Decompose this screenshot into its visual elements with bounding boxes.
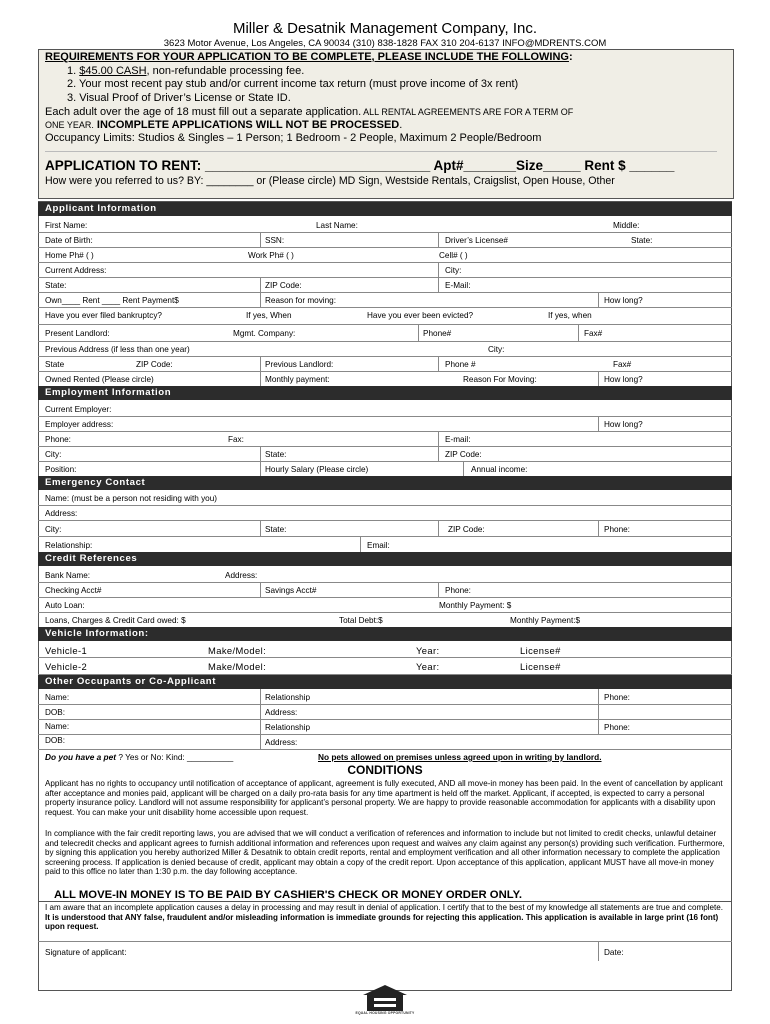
section-applicant: Applicant Information [38, 202, 732, 216]
emergency-address-row[interactable] [38, 505, 732, 521]
mgmt-company-label: Mgmt. Company: [233, 329, 296, 338]
vehicle-2-row[interactable] [38, 657, 732, 675]
previous-city-label: City: [488, 345, 505, 354]
own-rent-label: Own____ Rent ____ Rent Payment$ [45, 296, 179, 305]
emergency-city-label: City: [45, 525, 62, 534]
position-label: Position: [45, 465, 77, 474]
bank-row[interactable] [38, 567, 732, 583]
occupant-1-phone-label: Phone: [604, 693, 630, 702]
applicant-phone-row[interactable] [38, 247, 732, 263]
previous-address-row[interactable] [38, 341, 732, 357]
conditions-paragraph-3: I am aware that an incomplete application causes a delay in processing and may result in denial of application. I certify that to the best of my knowledge all statements are true and complete. It is understood that ANY false, fraudulent and/or misleading information is immediate grounds for rejecting this application. This application is available in large print (16 font) upon request. [45, 903, 724, 932]
conditions-paragraph-2: In compliance with the fair credit reporting laws, you are advised that we will conduct a verification of references and information to include but not limited to credit checks, unlawful detainer and telecredit checks and applicant agrees to furnish additional information and references upon request and waives any claim against any person(s) providing such verification. Furthermore, by signing this application you hereby authorized Miller & Desatnik to obtain credit reports, rental and employment verification and all other information necessary to complete the application screening process. If application is denied because of credit, applicant may obtain a copy of the credit report. Upon acceptance of this application, applicant MUST have all move-in money paid to this office no later than 1:30 p.m. the day following acceptance. [45, 829, 725, 877]
landlord-phone-label: Phone# [423, 329, 452, 338]
occupant-2-relationship-label: Relationship [265, 723, 311, 732]
requirement-2: 2. Your most recent pay stub and/or current income tax return (must prove income of 3x rent) [67, 78, 519, 90]
vehicle-1-row[interactable] [38, 642, 732, 658]
checking-label: Checking Acct# [45, 586, 102, 595]
previous-landlord-row[interactable] [38, 356, 732, 372]
previous-fax-label: Fax# [613, 360, 632, 369]
owned-rented-row[interactable] [38, 371, 732, 387]
emergency-phone-label: Phone: [604, 525, 630, 534]
previous-landlord-label: Previous Landlord: [265, 360, 334, 369]
equal-housing-logo [357, 984, 413, 1018]
state-label: State: [45, 281, 67, 290]
hourly-salary-label: Hourly Salary (Please circle) [265, 465, 369, 474]
vehicle-1-license-label: License# [520, 645, 561, 656]
work-phone-label: Work Ph# ( ) [248, 251, 294, 260]
accounts-row[interactable] [38, 582, 732, 598]
vehicle-1-year-label: Year: [416, 645, 440, 656]
conditions-paragraph-1: Applicant has no rights to occupancy until notification of acceptance of applicant, agreement is fully executed, AND all move-in money has been paid. In the event of cancellation by applicant after acceptance and monies paid, applicant will be charged on a daily pro-rata basis for any time apartment is held off the market. Applicant, if accepted, is expected to carry a personal property insurance policy. Landlord will not assume responsibility for applicant’s personal property. We are happy to provide reasonable accommodation for applicants with a disability upon request. You can make your unit disability home accessible upon request. [45, 779, 723, 817]
evicted-label: Have you ever been evicted? [367, 311, 474, 320]
emergency-state-label: State: [265, 525, 287, 534]
emergency-email-label: Email: [367, 541, 390, 550]
company-name: Miller & Desatnik Management Company, Inc. [232, 20, 537, 37]
employer-city-label: City: [45, 450, 62, 459]
employer-email-label: E-mail: [445, 435, 471, 444]
annual-income-label: Annual income: [471, 465, 528, 474]
each-adult-note: Each adult over the age of 18 must fill out a separate application. ALL RENTAL AGREEMENTS ARE FOR A TERM OF [45, 106, 574, 118]
auto-monthly-label: Monthly Payment: $ [439, 601, 512, 610]
section-vehicle: Vehicle Information: [38, 627, 732, 641]
current-address-label: Current Address: [45, 266, 107, 275]
occupant-2-name-row[interactable] [38, 719, 732, 735]
reason-moving-label: Reason for moving: [265, 296, 336, 305]
drivers-license-label: Driver’s License# [445, 236, 508, 245]
landlord-fax-label: Fax# [584, 329, 603, 338]
bank-phone-label: Phone: [445, 586, 471, 595]
current-employer-row[interactable] [38, 401, 732, 417]
occupant-2-address-label: Address: [265, 738, 298, 747]
home-phone-label: Home Ph# ( ) [45, 251, 94, 260]
date-label: Date: [604, 948, 624, 957]
occupant-1-name-label: Name: [45, 693, 70, 702]
employer-zip-label: ZIP Code: [445, 450, 482, 459]
emergency-address-label: Address: [45, 509, 78, 518]
auto-loan-row[interactable] [38, 597, 732, 613]
previous-phone-label: Phone # [445, 360, 476, 369]
occupant-2-name-label: Name: [45, 722, 70, 731]
occupant-1-name-row[interactable] [38, 689, 732, 705]
occupancy-limits: Occupancy Limits: Studios & Singles – 1 Person; 1 Bedroom - 2 People, Maximum 2 People/Bedroom [45, 132, 542, 144]
dl-state-label: State: [631, 236, 653, 245]
section-credit: Credit References [38, 552, 732, 566]
city-label: City: [445, 266, 462, 275]
ssn-label: SSN: [265, 236, 285, 245]
signature-label: Signature of applicant: [45, 948, 127, 957]
vehicle-2-label: Vehicle-2 [45, 661, 88, 672]
loans-row[interactable] [38, 612, 732, 628]
emergency-city-row[interactable] [38, 520, 732, 537]
application-to-rent[interactable]: APPLICATION TO RENT: ______________________________ Apt#_______Size_____ Rent $ ______ [45, 158, 675, 173]
signature-row[interactable] [38, 941, 732, 961]
landlord-row[interactable] [38, 324, 732, 342]
equal-housing-text: EQUAL HOUSING OPPORTUNITY [355, 1011, 415, 1015]
bankruptcy-label: Have you ever filed bankruptcy? [45, 311, 162, 320]
vehicle-1-label: Vehicle-1 [45, 645, 88, 656]
employer-state-label: State: [265, 450, 287, 459]
savings-label: Savings Acct# [265, 586, 317, 595]
section-employment: Employment Information [38, 386, 732, 400]
occupant-2-dob-row[interactable] [38, 734, 732, 750]
employer-address-row[interactable] [38, 416, 732, 432]
loans-monthly-label: Monthly Payment:$ [510, 616, 581, 625]
section-emergency: Emergency Contact [38, 476, 732, 490]
rent-row[interactable] [38, 292, 732, 308]
vehicle-2-year-label: Year: [416, 661, 440, 672]
zip-label: ZIP Code: [265, 281, 302, 290]
requirements-heading: REQUIREMENTS FOR YOUR APPLICATION TO BE COMPLETE, PLEASE INCLUDE THE FOLLOWING: [45, 51, 573, 63]
emergency-name-row[interactable] [38, 490, 732, 506]
previous-zip-label: ZIP Code: [136, 360, 173, 369]
employer-phone-row[interactable] [38, 431, 732, 447]
evicted-when-label: If yes, when [548, 311, 592, 320]
referral-question[interactable]: How were you referred to us? BY: ________ or (Please circle) MD Sign, Westside Rentals, Craigslist, Open House, Other [45, 175, 615, 187]
bank-name-label: Bank Name: [45, 571, 91, 580]
previous-state-label: State [45, 360, 65, 369]
state-zip-row[interactable] [38, 277, 732, 293]
monthly-payment-label: Monthly payment: [265, 375, 330, 384]
emergency-relationship-label: Relationship: [45, 541, 93, 550]
cell-phone-label: Cell# ( ) [439, 251, 468, 260]
incomplete-note: ONE YEAR. INCOMPLETE APPLICATIONS WILL NOT BE PROCESSED. [45, 119, 403, 131]
occupant-1-dob-label: DOB: [45, 708, 66, 717]
company-address: 3623 Motor Avenue, Los Angeles, CA 90034 (310) 838-1828 FAX 310 204-6137 INFO@MDRENTS.COM [163, 38, 607, 49]
employer-fax-label: Fax: [228, 435, 244, 444]
occupant-1-address-label: Address: [265, 708, 298, 717]
occupant-2-dob-label: DOB: [45, 736, 66, 745]
vehicle-2-make-label: Make/Model: [208, 661, 267, 672]
auto-loan-label: Auto Loan: [45, 601, 85, 610]
requirements-box [38, 49, 734, 199]
occupant-2-phone-label: Phone: [604, 723, 630, 732]
position-row[interactable] [38, 461, 732, 477]
conditions-title: CONDITIONS [347, 763, 423, 777]
move-in-money-notice: ALL MOVE-IN MONEY IS TO BE PAID BY CASHIER'S CHECK OR MONEY ORDER ONLY. [54, 889, 523, 901]
requirement-3: 3. Visual Proof of Driver’s License or State ID. [67, 92, 291, 104]
current-employer-label: Current Employer: [45, 405, 112, 414]
bankruptcy-row[interactable] [38, 307, 732, 325]
previous-address-label: Previous Address (if less than one year) [45, 345, 190, 354]
current-address-row[interactable] [38, 262, 732, 278]
owned-rented-label: Owned Rented (Please circle) [45, 375, 154, 384]
employer-phone-label: Phone: [45, 435, 71, 444]
employer-address-label: Employer address: [45, 420, 114, 429]
emergency-relationship-row[interactable] [38, 536, 732, 553]
employer-city-row[interactable] [38, 446, 732, 462]
requirement-1: 1. $45.00 CASH, non-refundable processing fee. [67, 65, 305, 77]
reason-for-moving-label: Reason For Moving: [463, 375, 537, 384]
previous-how-long-label: How long? [604, 375, 643, 384]
vehicle-2-license-label: License# [520, 661, 561, 672]
last-name-label: Last Name: [316, 221, 358, 230]
occupant-1-relationship-label: Relationship [265, 693, 311, 702]
how-long-label: How long? [604, 296, 643, 305]
middle-label: Middle: [613, 221, 640, 230]
present-landlord-label: Present Landlord: [45, 329, 110, 338]
employer-how-long-label: How long? [604, 420, 643, 429]
total-debt-label: Total Debt:$ [339, 616, 383, 625]
pet-question[interactable]: Do you have a pet ? Yes or No: Kind: __________ [45, 752, 234, 762]
section-occupants: Other Occupants or Co-Applicant [38, 675, 732, 689]
pet-policy: No pets allowed on premises unless agreed upon in writing by landlord. [318, 752, 602, 762]
occupant-1-dob-row[interactable] [38, 704, 732, 720]
dob-label: Date of Birth: [45, 236, 93, 245]
emergency-name-label: Name: (must be a person not residing with you) [45, 494, 218, 503]
bank-address-label: Address: [225, 571, 258, 580]
first-name-label: First Name: [45, 221, 88, 230]
vehicle-1-make-label: Make/Model: [208, 645, 267, 656]
bankruptcy-when-label: If yes, When [246, 311, 292, 320]
applicant-name-row[interactable] [38, 218, 732, 233]
applicant-id-row[interactable] [38, 232, 732, 248]
loans-owed-label: Loans, Charges & Credit Card owed: $ [45, 616, 186, 625]
emergency-zip-label: ZIP Code: [448, 525, 485, 534]
email-label: E-Mail: [445, 281, 471, 290]
